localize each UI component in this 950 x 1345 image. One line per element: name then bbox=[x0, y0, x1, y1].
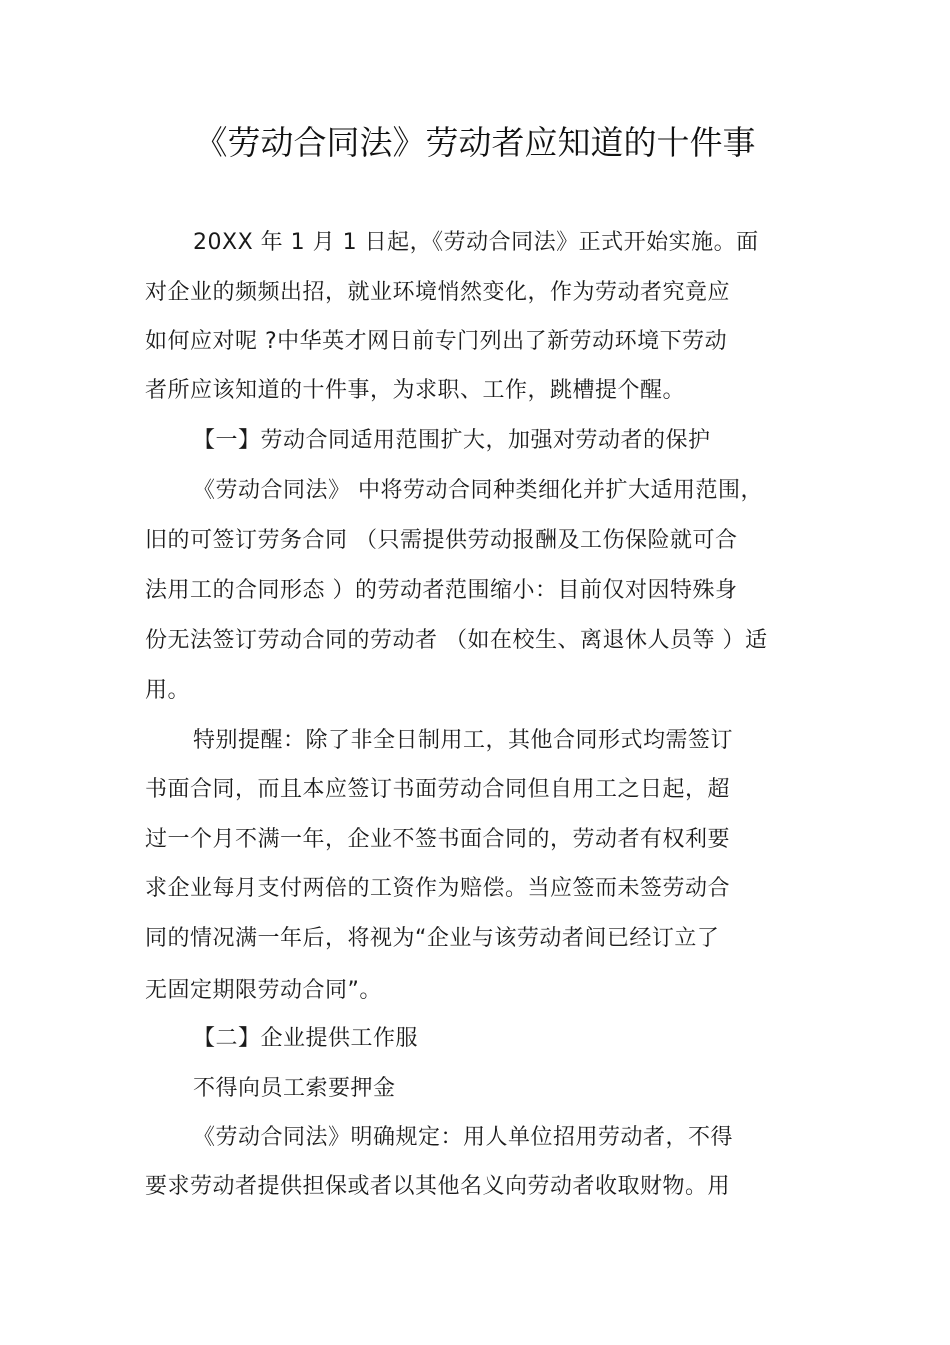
document-title: 《劳动合同法》劳动者应知道的十件事 bbox=[194, 123, 756, 162]
paragraph-line: 无固定期限劳动合同”。 bbox=[145, 978, 382, 1003]
paragraph-line: 对企业的频频出招，就业环境悄然变化，作为劳动者究竟应 bbox=[145, 280, 731, 305]
paragraph-line: 《劳动合同法》 中将劳动合同种类细化并扩大适用范围， bbox=[193, 478, 763, 503]
paragraph-line: 要求劳动者提供担保或者以其他名义向劳动者收取财物。用 bbox=[145, 1174, 731, 1199]
paragraph-line: 旧的可签订劳务合同 （只需提供劳动报酬及工伤保险就可合 bbox=[145, 528, 738, 553]
section-heading: 不得向员工索要押金 bbox=[193, 1076, 396, 1101]
paragraph-line: 同的情况满一年后，将视为“企业与该劳动者间已经订立了 bbox=[145, 926, 720, 951]
section-heading: 【一】劳动合同适用范围扩大，加强对劳动者的保护 bbox=[193, 428, 711, 453]
paragraph-line: 法用工的合同形态 ）的劳动者范围缩小：目前仅对因特殊身 bbox=[145, 578, 738, 603]
paragraph-line: 求企业每月支付两倍的工资作为赔偿。当应签而未签劳动合 bbox=[145, 876, 731, 901]
paragraph-line: 20XX 年 1 月 1 日起，《劳动合同法》正式开始实施。面 bbox=[193, 230, 759, 255]
paragraph-line: 过一个月不满一年，企业不签书面合同的，劳动者有权利要 bbox=[145, 827, 731, 852]
paragraph-line: 份无法签订劳动合同的劳动者 （如在校生、离退休人员等 ）适 bbox=[145, 628, 768, 653]
paragraph-line: 如何应对呢 ?中华英才网日前专门列出了新劳动环境下劳动 bbox=[145, 329, 728, 354]
section-heading: 【二】企业提供工作服 bbox=[193, 1026, 419, 1051]
paragraph-line: 书面合同，而且本应签订书面劳动合同但自用工之日起，超 bbox=[145, 777, 731, 802]
paragraph-line: 特别提醒：除了非全日制用工，其他合同形式均需签订 bbox=[193, 728, 734, 753]
paragraph-line: 《劳动合同法》明确规定：用人单位招用劳动者，不得 bbox=[193, 1125, 734, 1150]
paragraph-line: 用。 bbox=[145, 678, 191, 703]
paragraph-line: 者所应该知道的十件事，为求职、工作，跳槽提个醒。 bbox=[145, 378, 686, 403]
